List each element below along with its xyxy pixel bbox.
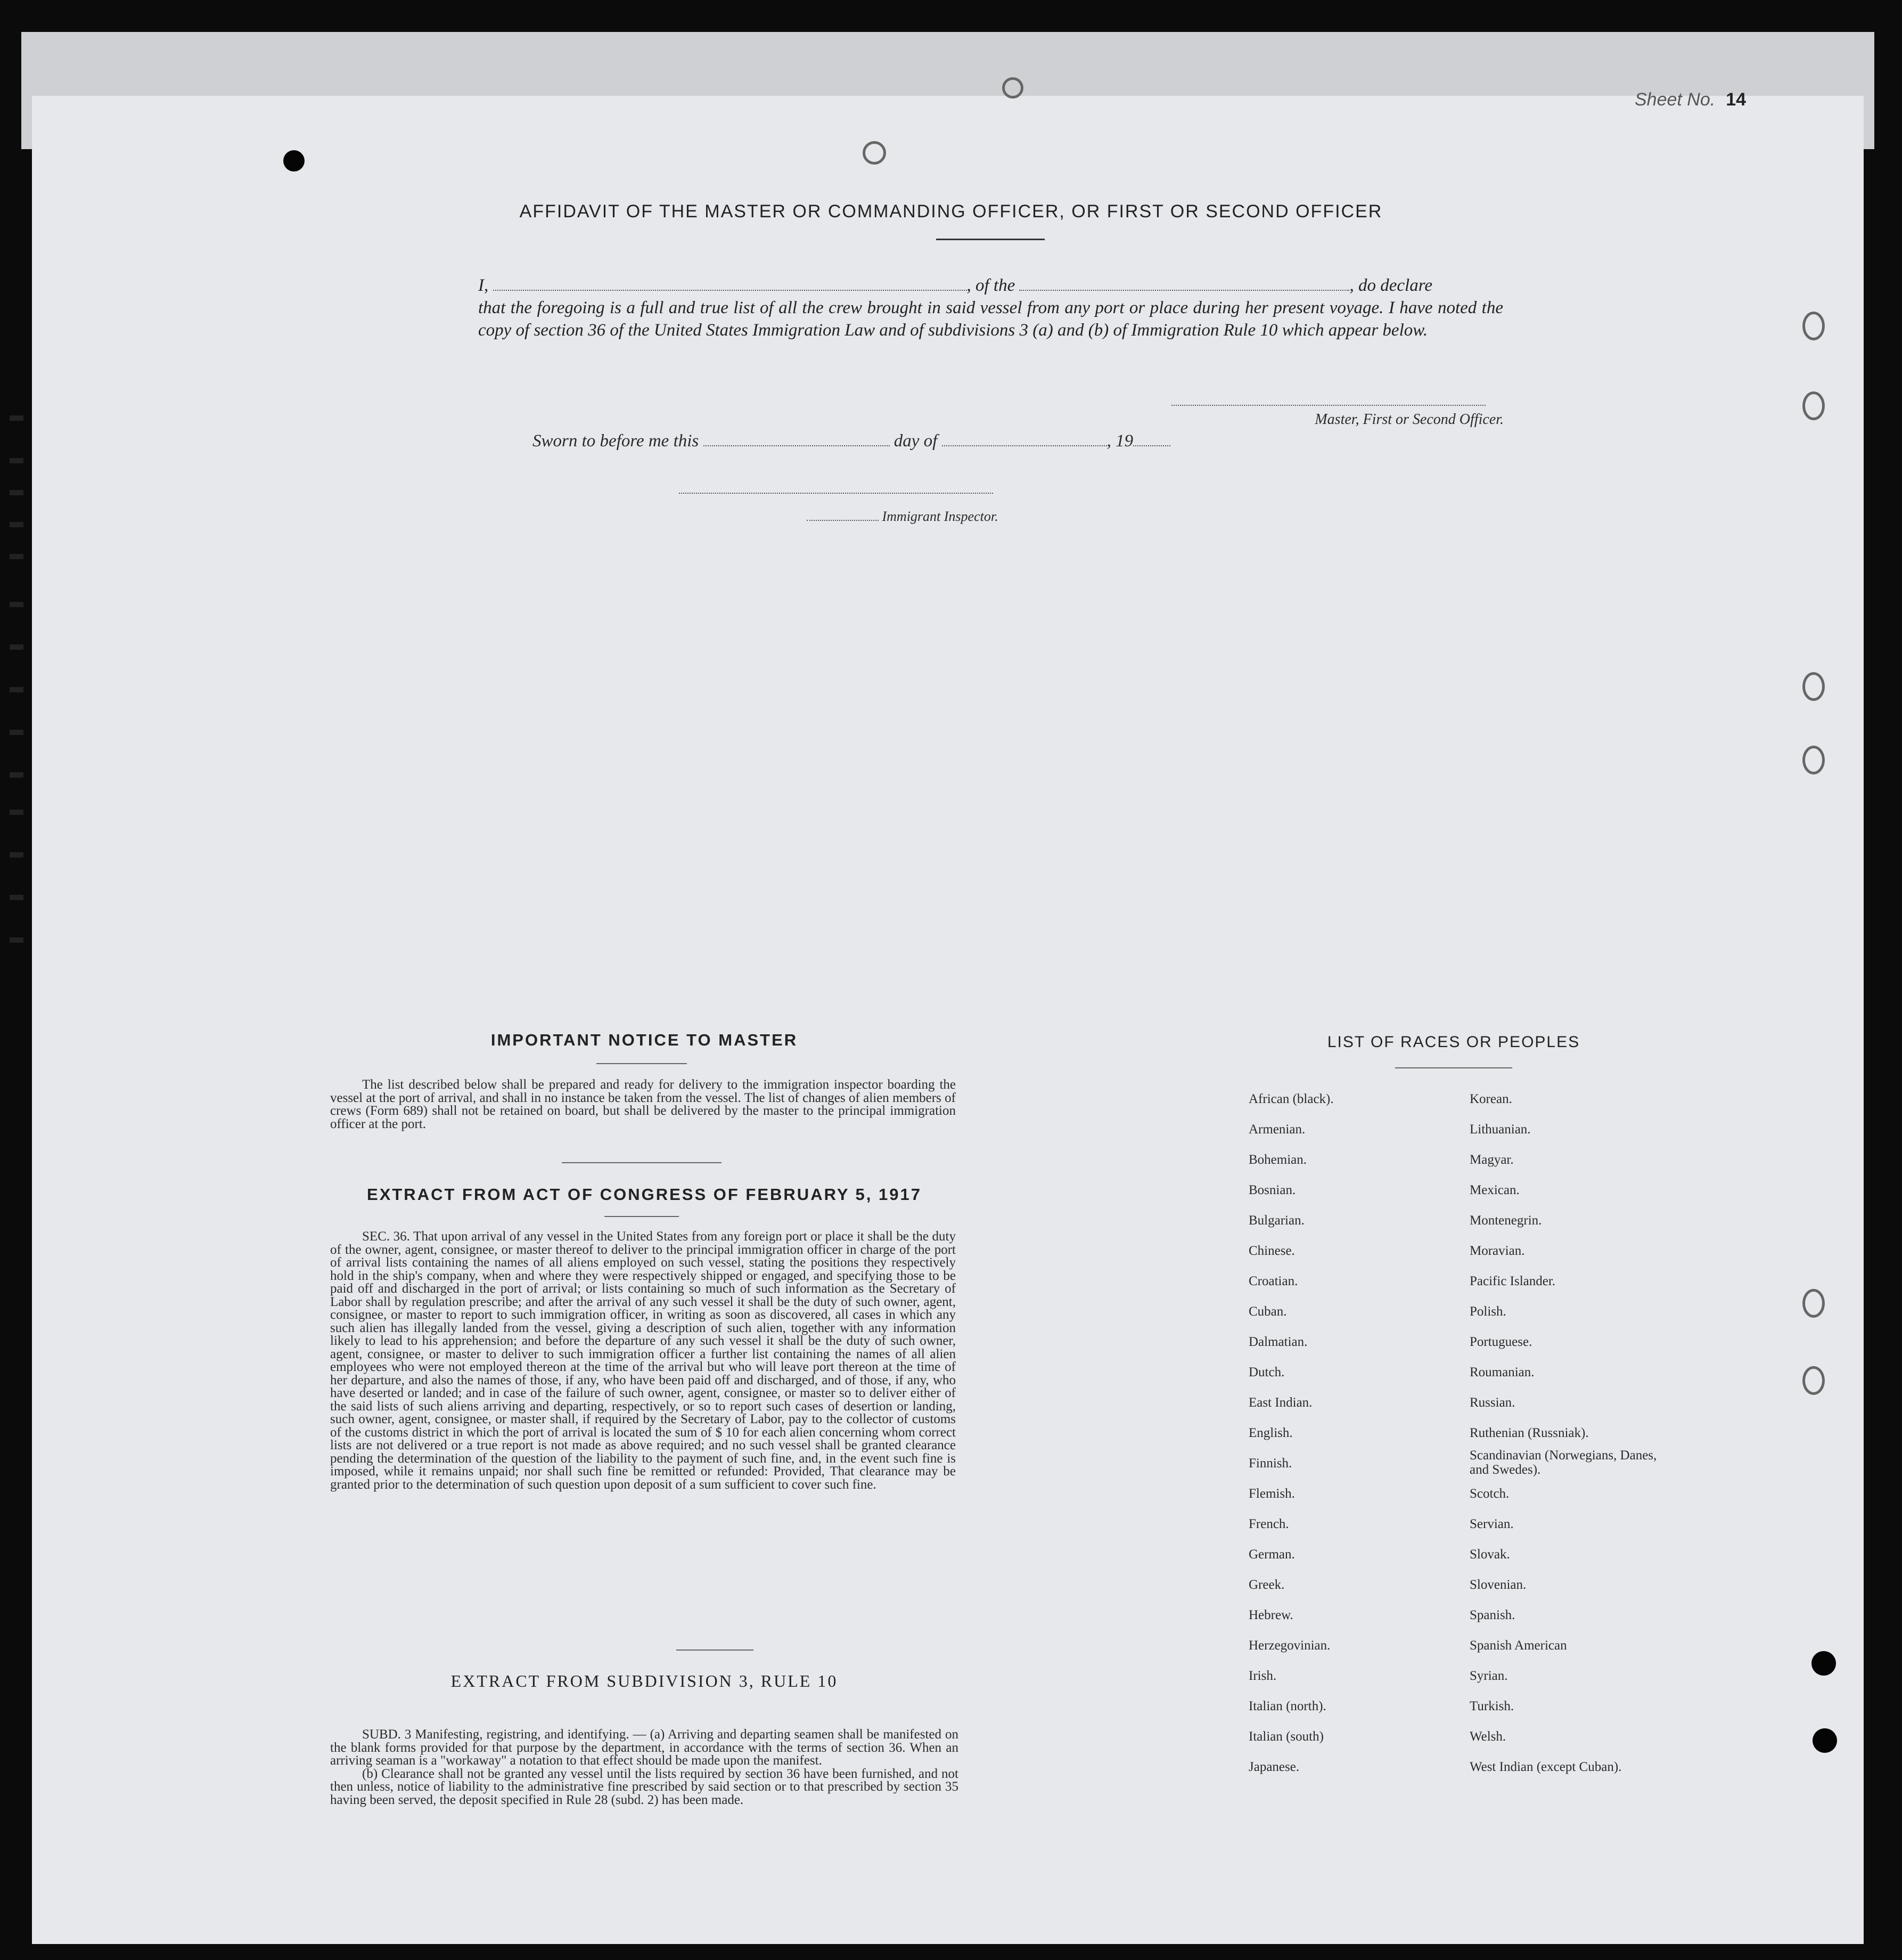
race-item: Dutch. (1249, 1365, 1285, 1379)
act-rule (604, 1216, 679, 1217)
race-item: Korean. (1470, 1092, 1512, 1106)
race-item: Cuban. (1249, 1304, 1287, 1319)
race-item: Servian. (1470, 1517, 1514, 1531)
race-item: Pacific Islander. (1470, 1274, 1556, 1288)
rule-paragraph-a: SUBD. 3 Manifesting, registring, and identifying. — (a) Arriving and departing seamen shall be manifested on the blank forms provided for that purpose by the department, in accordance with the terms of section 36. When an arriving seaman is a "workaway" a notation to that effect should be made upon the manifest. (330, 1727, 958, 1768)
affidavit-first-line (478, 274, 1503, 297)
race-item: African (black). (1249, 1092, 1334, 1106)
ring-hole-icon (1002, 77, 1023, 99)
race-item: Bosnian. (1249, 1183, 1296, 1197)
notice-end-rule (562, 1162, 722, 1163)
act-end-rule (676, 1649, 753, 1651)
race-item: Hebrew. (1249, 1608, 1293, 1622)
race-item: Turkish. (1470, 1699, 1514, 1713)
race-item: Lithuanian. (1470, 1122, 1531, 1137)
sworn-month-field[interactable] (942, 445, 1107, 446)
margin-marks (0, 96, 32, 1001)
ring-hole-icon (1802, 746, 1825, 774)
races-column-1 (1249, 1084, 1334, 1782)
race-item: Ruthenian (Russniak). (1470, 1426, 1589, 1440)
punch-hole-icon (1811, 1651, 1836, 1676)
inspector-signature-line[interactable] (679, 493, 993, 494)
race-item: Greek. (1249, 1578, 1285, 1592)
sworn-year-field[interactable] (1133, 445, 1170, 446)
affidavit-text: that the foregoing is a full and true list of all the crew brought in said vessel from any port or place during her present voyage. I have noted the copy of section 36 of the United States Immigration Law and of subdivisions 3 (a) and (b) of Immigration Rule 10 which appear below. (478, 298, 1503, 340)
title-rule (936, 239, 1045, 240)
ring-hole-icon (1802, 672, 1825, 701)
vessel-name-field[interactable] (1019, 289, 1349, 291)
race-item: East Indian. (1249, 1395, 1313, 1410)
races-title: LIST OF RACES OR PEOPLES (1327, 1033, 1580, 1051)
affidavit-title: AFFIDAVIT OF THE MASTER OR COMMANDING OFFICER, OR FIRST OR SECOND OFFICER (519, 201, 1383, 222)
inspector-name-field[interactable] (807, 519, 879, 521)
affidavit-declare: , do declare (1349, 276, 1432, 295)
affidavit-i: I, (478, 276, 489, 295)
race-item: Syrian. (1470, 1669, 1508, 1683)
inspector-label-text: Immigrant Inspector. (882, 509, 998, 524)
race-item: West Indian (except Cuban). (1470, 1760, 1622, 1774)
race-item: Spanish American (1470, 1638, 1567, 1653)
races-rule (1395, 1067, 1512, 1068)
race-item: Roumanian. (1470, 1365, 1535, 1379)
rule-text (330, 1728, 958, 1807)
act-text (330, 1230, 956, 1491)
race-item: Slovak. (1470, 1547, 1510, 1562)
race-item: Russian. (1470, 1395, 1515, 1410)
master-name-field[interactable] (493, 289, 967, 291)
race-item: Chinese. (1249, 1244, 1295, 1258)
notice-paragraph: The list described below shall be prepared and ready for delivery to the immigration inspector boarding the vessel at the port of arrival, and shall in no instance be taken from the vessel. The list of changes of alien members of crews (Form 689) shall not be retained on board, but shall be delivered by the master to the principal immigration officer at the port. (330, 1077, 956, 1131)
master-signature-label: Master, First or Second Officer. (1315, 411, 1504, 428)
race-item: German. (1249, 1547, 1295, 1562)
race-item: English. (1249, 1426, 1293, 1440)
race-item: Welsh. (1470, 1729, 1506, 1744)
race-item: French. (1249, 1517, 1289, 1531)
notice-rule (596, 1063, 687, 1064)
ring-hole-icon (1802, 391, 1825, 420)
race-item: Herzegovinian. (1249, 1638, 1331, 1653)
race-item: Moravian. (1470, 1244, 1525, 1258)
ring-hole-icon (1802, 312, 1825, 340)
race-item: Spanish. (1470, 1608, 1515, 1622)
rule-paragraph-b: (b) Clearance shall not be granted any vessel until the lists required by section 36 have been furnished, and not then unless, notice of liability to the administrative fine prescribed by said section or to that prescribed by section 35 having been served, the deposit specified in Rule 28 (subd. 2) has been made. (330, 1766, 958, 1807)
race-item: Bohemian. (1249, 1153, 1307, 1167)
race-item: Scotch. (1470, 1487, 1510, 1501)
punch-hole-icon (1813, 1728, 1837, 1753)
inspector-label (807, 509, 998, 525)
punch-hole-icon (283, 150, 305, 172)
race-item: Irish. (1249, 1669, 1277, 1683)
sworn-line (532, 431, 1170, 451)
race-item: Scandinavian (Norwegians, Danes, and Swedes). (1470, 1448, 1657, 1477)
race-item: Montenegrin. (1470, 1213, 1542, 1228)
race-item: Bulgarian. (1249, 1213, 1305, 1228)
race-item: Polish. (1470, 1304, 1506, 1319)
race-item: Slovenian. (1470, 1578, 1527, 1592)
sworn-text: Sworn to before me this (532, 431, 699, 451)
affidavit-of-the: , of the (966, 276, 1015, 295)
race-item: Flemish. (1249, 1487, 1295, 1501)
act-paragraph: SEC. 36. That upon arrival of any vessel in the United States from any foreign port or place it shall be the duty of the owner, agent, consignee, or master thereof to deliver to the principal immigration officer in charge of the port of arrival lists containing the names of all aliens employed on such vessel, stating the positions they respectively hold in the ship's company, when and where they were respectively shipped or engaged, and specifying those to be paid off and discharged in the port of arrival; or lists containing so much of such information as the Secretary of Labor shall by regulation prescribe; and after the arrival of any such vessel it shall be the duty of such owner, agent, consignee, or master to report to such immigration officer, in writing as soon as discovered, all cases in which any such alien has illegally landed from the vessel, giving a description of such alien, together with any information likely to lead to his apprehension; and before the departure of any such vessel it shall be the duty of such owner, agent, consignee, or master to deliver to such immigration officer a further list containing the names of all alien employees who were not employed thereon at the time of the arrival but who will leave port thereon at the time of her departure, and also the names of those, if any, who have been paid off and discharged, and of those, if any, who have deserted or landed; and in case of the failure of such owner, agent, consignee, or master so to deliver either of the said lists of such aliens arriving and departing, respectively, or so to report such cases of desertion or landing, such owner, agent, consignee, or master shall, if required by the Secretary of Labor, pay to the collector of customs of the customs district in which the port of arrival is located the sum of $ 10 for each alien concerning whom correct lists are not delivered or a true report is not made as above required; and no such vessel shall be granted clearance pending the determination of the question of the liability to the payment of such fine, and, in the event such fine is imposed, while it remains unpaid; nor shall such fine be remitted or refunded: Provided, That clearance may be granted prior to the determination of such question upon deposit of a sum sufficient to cover such fine. (330, 1229, 956, 1492)
notice-text (330, 1079, 956, 1131)
ring-hole-icon (1802, 1366, 1825, 1395)
race-item: Japanese. (1249, 1760, 1300, 1774)
race-item: Italian (north). (1249, 1699, 1326, 1713)
sworn-year-prefix: , 19 (1106, 431, 1134, 451)
rule-title: EXTRACT FROM SUBDIVISION 3, RULE 10 (450, 1671, 838, 1690)
sheet-number-label: Sheet No. (1635, 89, 1716, 110)
sheet-number-value: 14 (1726, 89, 1747, 110)
ring-hole-icon (863, 141, 886, 165)
sworn-day-field[interactable] (703, 445, 890, 446)
notice-title: IMPORTANT NOTICE TO MASTER (490, 1031, 798, 1049)
race-item: Finnish. (1249, 1456, 1292, 1471)
race-item: Portuguese. (1470, 1335, 1532, 1349)
race-item: Armenian. (1249, 1122, 1306, 1137)
act-title: EXTRACT FROM ACT OF CONGRESS OF FEBRUARY 5, 1917 (367, 1185, 922, 1204)
races-column-2 (1470, 1084, 1661, 1782)
race-item: Croatian. (1249, 1274, 1298, 1288)
master-signature-line[interactable] (1171, 405, 1486, 406)
sheet-number (1635, 89, 1746, 110)
sworn-day-of: day of (893, 431, 938, 451)
affidavit-body (478, 274, 1503, 341)
race-item: Dalmatian. (1249, 1335, 1308, 1349)
race-item: Magyar. (1470, 1153, 1514, 1167)
race-item: Italian (south) (1249, 1729, 1324, 1744)
ring-hole-icon (1802, 1289, 1825, 1318)
race-item: Mexican. (1470, 1183, 1520, 1197)
